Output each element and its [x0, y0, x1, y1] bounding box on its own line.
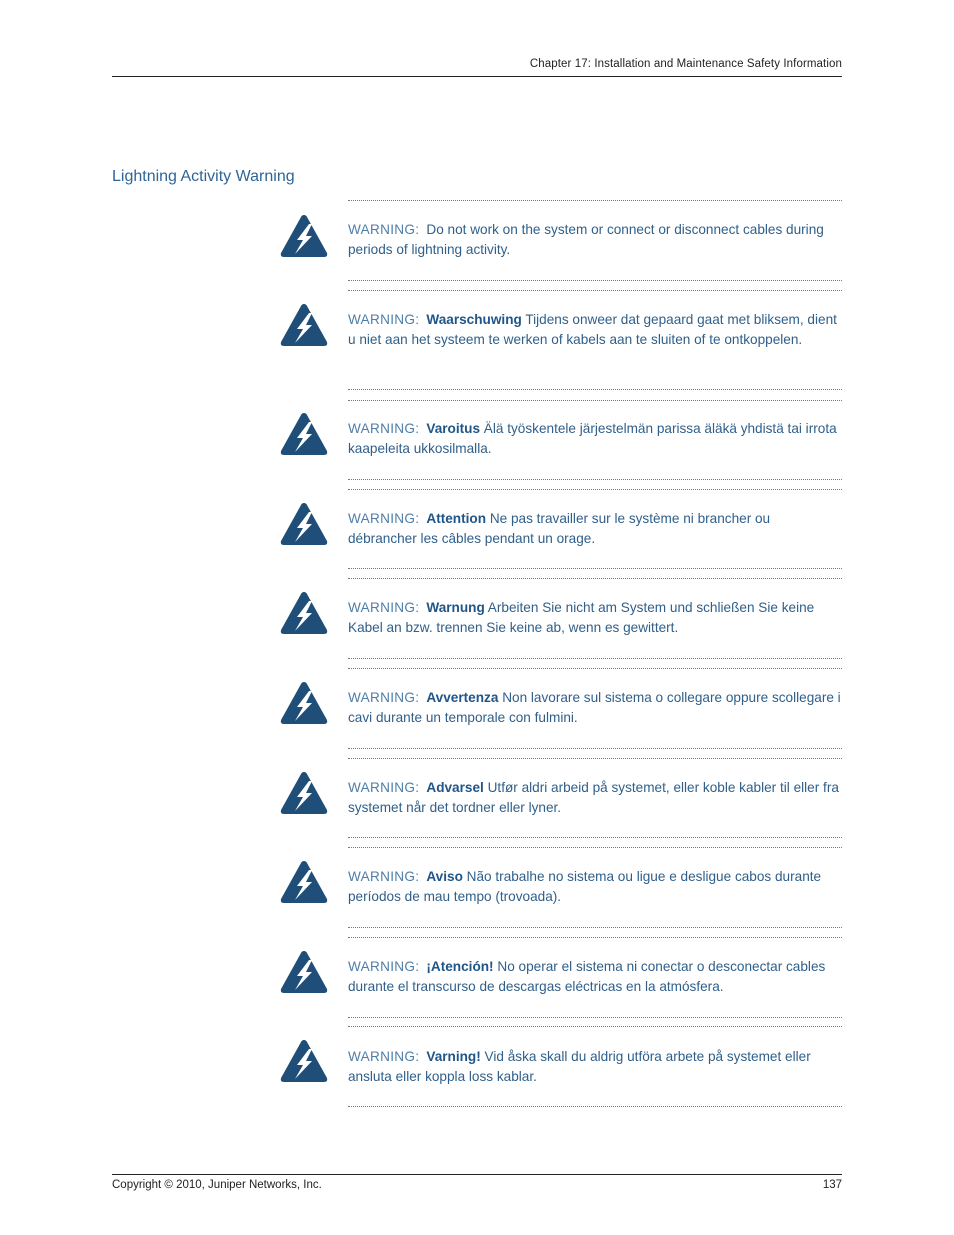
warning-body: Non lavorare sul sistema o collegare oppure scollegare i cavi durante un temporale con fulmini. [348, 690, 841, 725]
divider [348, 837, 842, 838]
section-title: Lightning Activity Warning [112, 168, 295, 185]
page-footer [112, 1174, 842, 1195]
warning-text [348, 598, 842, 638]
divider [348, 489, 842, 490]
warning-language-label: Avvertenza [426, 690, 499, 705]
warning-language-label: Varoitus [426, 421, 481, 436]
lightning-warning-icon [279, 590, 329, 636]
warning-label: WARNING: [348, 421, 420, 436]
divider [348, 748, 842, 749]
warning-body: Não trabalhe no sistema ou ligue e desligue cabos durante períodos de mau tempo (trovoada). [348, 869, 822, 904]
divider [348, 200, 842, 201]
warning-label: WARNING: [348, 690, 420, 705]
warning-language-label: Aviso [426, 869, 463, 884]
warning-text [348, 1047, 842, 1087]
divider [348, 847, 842, 848]
divider [348, 389, 842, 390]
divider [348, 937, 842, 938]
lightning-warning-icon [279, 302, 329, 348]
divider [348, 400, 842, 401]
divider [348, 578, 842, 579]
divider [348, 758, 842, 759]
warning-language-label: Advarsel [426, 780, 484, 795]
warning-body: Älä työskentele järjestelmän parissa äläkä yhdistä tai irrota kaapeleita ukkosilmalla. [348, 421, 837, 456]
divider [348, 927, 842, 928]
warning-text [348, 220, 842, 260]
divider [348, 568, 842, 569]
warning-body: Vid åska skall du aldrig utföra arbete på systemet eller ansluta eller koppla loss kablar. [348, 1049, 811, 1084]
warning-label: WARNING: [348, 511, 420, 526]
warning-body: Ne pas travailler sur le système ni brancher ou débrancher les câbles pendant un orage. [348, 511, 771, 546]
warning-language-label: Varning! [426, 1049, 481, 1064]
warning-body: No operar el sistema ni conectar o desconectar cables durante el transcurso de descargas eléctricas en la atmósfera. [348, 959, 826, 994]
warning-body: Utfør aldri arbeid på systemet, eller koble kabler til eller fra systemet når det tordner eller lyner. [348, 780, 839, 815]
lightning-warning-icon [279, 680, 329, 726]
divider [348, 658, 842, 659]
warning-label: WARNING: [348, 959, 420, 974]
lightning-warning-icon [279, 949, 329, 995]
divider [348, 290, 842, 291]
warning-label: WARNING: [348, 312, 420, 327]
warning-text [348, 778, 842, 818]
page-number: 137 [822, 1179, 842, 1191]
warning-body: Tijdens onweer dat gepaard gaat met bliksem, dient u niet aan het systeem te werken of kabels aan te sluiten of te ontkoppelen. [348, 312, 837, 347]
divider [348, 668, 842, 669]
lightning-warning-icon [279, 770, 329, 816]
warning-text [348, 688, 842, 728]
warning-body: Do not work on the system or connect or disconnect cables during periods of lightning activity. [348, 222, 824, 257]
warning-text [348, 419, 842, 459]
divider [348, 1017, 842, 1018]
warning-language-label: Waarschuwing [426, 312, 522, 327]
warning-text [348, 310, 842, 350]
warning-text [348, 509, 842, 549]
warning-language-label: Attention [426, 511, 487, 526]
warning-label: WARNING: [348, 222, 420, 237]
warning-label: WARNING: [348, 780, 420, 795]
page-header [112, 56, 842, 77]
warning-text [348, 867, 842, 907]
warning-label: WARNING: [348, 1049, 420, 1064]
divider [348, 1106, 842, 1107]
warning-label: WARNING: [348, 869, 420, 884]
warning-language-label: Warnung [426, 600, 485, 615]
warning-body: Arbeiten Sie nicht am System und schließen Sie keine Kabel an bzw. trennen Sie keine ab, wenn es gewittert. [348, 600, 815, 635]
lightning-warning-icon [279, 411, 329, 457]
copyright-text: Copyright © 2010, Juniper Networks, Inc. [112, 1179, 322, 1191]
divider [348, 1026, 842, 1027]
warning-text [348, 957, 842, 997]
warning-language-label: ¡Atención! [426, 959, 494, 974]
divider [348, 479, 842, 480]
lightning-warning-icon [279, 859, 329, 905]
divider [348, 280, 842, 281]
lightning-warning-icon [279, 213, 329, 259]
lightning-warning-icon [279, 501, 329, 547]
warning-label: WARNING: [348, 600, 420, 615]
lightning-warning-icon [279, 1038, 329, 1084]
chapter-title: Chapter 17: Installation and Maintenance Safety Information [529, 58, 842, 70]
